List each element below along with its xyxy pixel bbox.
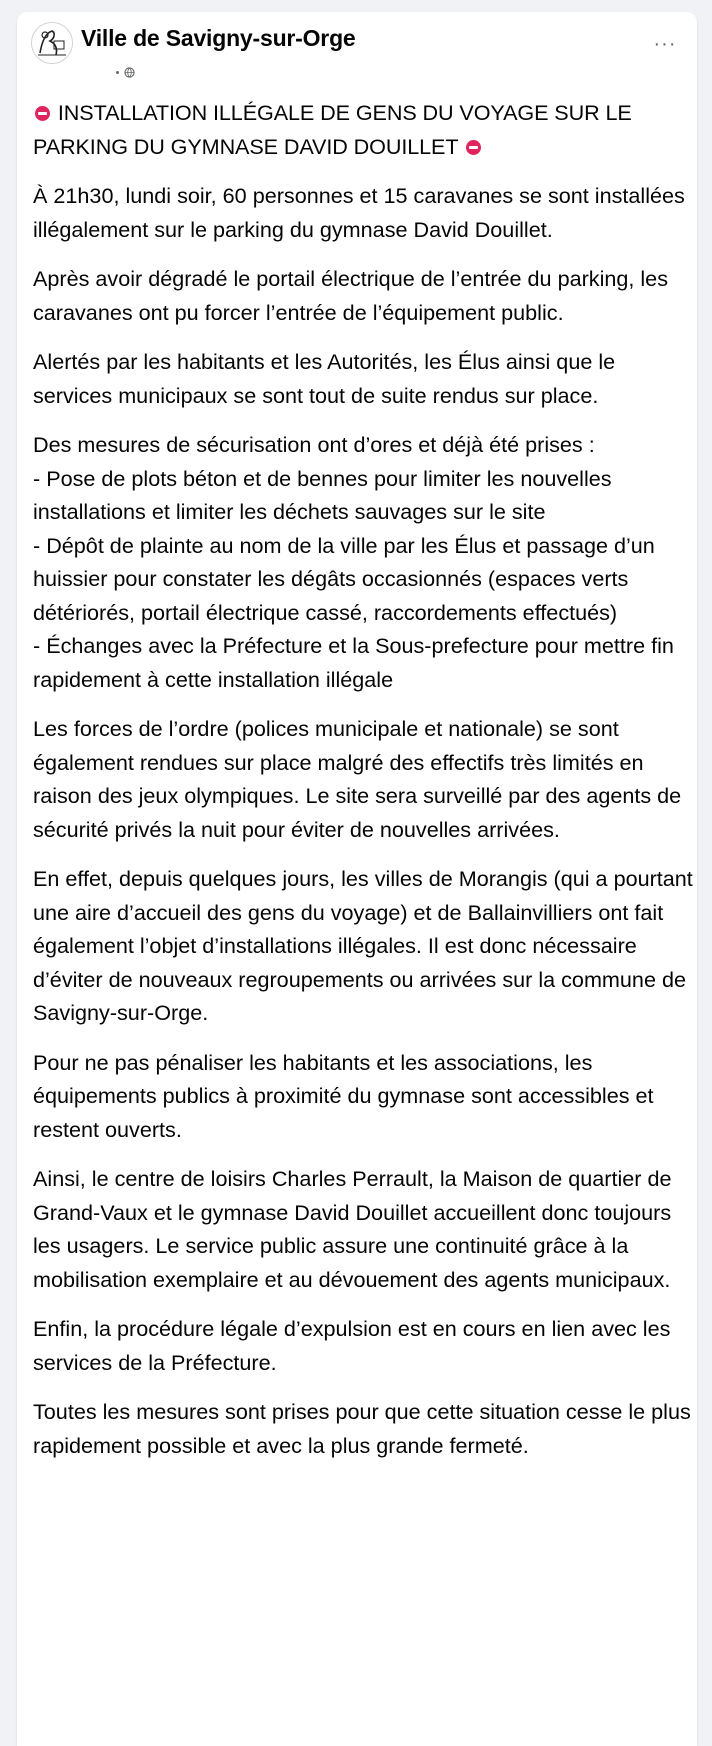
more-options-button[interactable]: [647, 30, 683, 58]
post-card: [17, 12, 697, 1746]
paragraph: Alertés par les habitants et les Autorités, les Élus ainsi que le services municipaux se sont tout de suite rendus sur place.: [33, 349, 616, 408]
paragraph: En effet, depuis quelques jours, les villes de Morangis (qui a pourtant une aire d’accueil des gens du voyage) et de Ballainvilliers ont fait également l’objet d’installations illégales. Il est donc nécessaire d’éviter de nouveaux regroupements ou arrivées sur la commune de Savigny-sur-Orge.: [33, 866, 693, 1025]
post-text: [33, 96, 693, 1478]
paragraph: Pour ne pas pénaliser les habitants et les associations, les équipements publics à proximité du gymnase sont accessibles et restent ouverts.: [33, 1049, 654, 1142]
paragraph: À 21h30, lundi soir, 60 personnes et 15 caravanes se sont installées illégalement sur le parking du gymnase David Douillet.: [33, 183, 685, 242]
measure-item: - Dépôt de plainte au nom de la ville par les Élus et passage d’un huissier pour constater les dégâts occasionnés (espaces verts détériorés, portail électrique cassé, raccordements effectués): [33, 532, 655, 625]
paragraph: Ainsi, le centre de loisirs Charles Perrault, la Maison de quartier de Grand-Vaux et le gymnase David Douillet accueillent donc toujours les usagers. Le service public assure une continuité grâce à la mobilisation exemplaire et au dévouement des agents municipaux.: [33, 1166, 672, 1292]
paragraph: Les forces de l’ordre (polices municipale et nationale) se sont également rendues sur place malgré des effectifs très limités en raison des jeux olympiques. Le site sera surveillé par des agents de sécurité privés la nuit pour éviter de nouvelles arrivées.: [33, 716, 682, 842]
page-name-link[interactable]: Ville de Savigny-sur-Orge: [81, 25, 356, 51]
measures-list: [33, 428, 693, 696]
post-headline: [33, 96, 693, 163]
measure-item: - Échanges avec la Préfecture et la Sous-prefecture pour mettre fin rapidement à cette installation illégale: [33, 633, 674, 692]
measures-intro: Des mesures de sécurisation ont d’ores et déjà été prises :: [33, 432, 595, 457]
paragraph: Après avoir dégradé le portail électrique de l’entrée du parking, les caravanes ont pu forcer l’entrée de l’équipement public.: [33, 266, 668, 325]
globe-icon[interactable]: [124, 67, 135, 78]
paragraph: Toutes les mesures sont prises pour que cette situation cesse le plus rapidement possible et avec la plus grande fermeté.: [33, 1399, 691, 1458]
more-dots-icon: ···: [653, 32, 677, 55]
post-header: [17, 12, 697, 92]
measure-item: - Pose de plots béton et de bennes pour limiter les nouvelles installations et limiter les déchets sauvages sur le site: [33, 465, 612, 524]
headline-text: INSTALLATION ILLÉGALE DE GENS DU VOYAGE SUR LE PARKING DU GYMNASE DAVID DOUILLET: [33, 100, 632, 159]
page-avatar[interactable]: [31, 22, 73, 64]
city-logo-icon: [32, 23, 72, 63]
no-entry-icon: [466, 140, 481, 155]
no-entry-icon: [35, 106, 50, 121]
post-meta: [116, 67, 135, 78]
paragraph: Enfin, la procédure légale d’expulsion est en cours en lien avec les services de la Préfecture.: [33, 1316, 671, 1375]
separator-dot: [116, 71, 119, 74]
